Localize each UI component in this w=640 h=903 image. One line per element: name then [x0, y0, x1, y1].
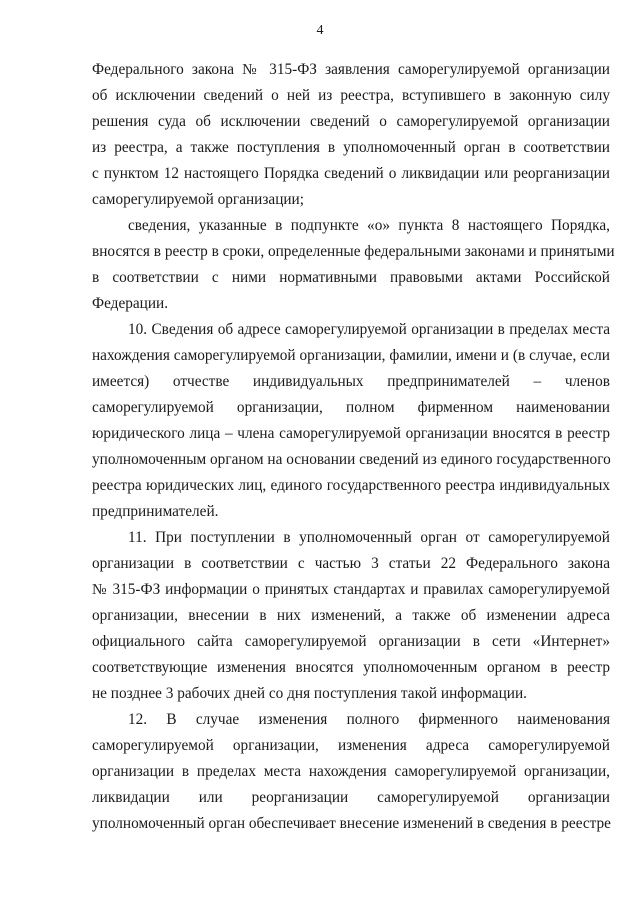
text-line: 10. Сведения об адресе саморегулируемой организации в пределах места [128, 321, 610, 338]
text-line: с пунктом 12 настоящего Порядка сведений о ликвидации или реорганизации [92, 165, 610, 182]
text-line: в соответствии с ними нормативными правовыми актами Российской [92, 269, 610, 286]
text-line: не позднее 3 рабочих дней со дня поступления такой информации. [92, 685, 527, 702]
text-line: уполномоченным органом на основании сведений из единого государственного [92, 451, 611, 468]
text-line: юридического лица – члена саморегулируемой организации вносятся в реестр [92, 425, 610, 442]
paragraph [92, 707, 610, 837]
paragraph [92, 57, 610, 213]
text-line: сведения, указанные в подпункте «о» пункта 8 настоящего Порядка, [128, 217, 610, 234]
text-line: Федерации. [92, 295, 169, 312]
text-line: соответствующие изменения вносятся уполномоченным органом в реестр [92, 659, 610, 676]
text-line: саморегулируемой организации, изменения адреса саморегулируемой [92, 737, 610, 754]
text-line: 12. В случае изменения полного фирменного наименования [128, 711, 610, 728]
text-line: из реестра, а также поступления в уполномоченный орган в соответствии [92, 139, 610, 156]
text-line: саморегулируемой организации; [92, 191, 304, 208]
text-line: нахождения саморегулируемой организации, фамилии, имени и (в случае, если [92, 347, 610, 364]
text-line: организации в соответствии с частью 3 статьи 22 Федерального закона [92, 555, 610, 572]
paragraph [92, 317, 610, 525]
text-line: организации, внесении в них изменений, а также об изменении адреса [92, 607, 610, 624]
text-line: уполномоченный орган обеспечивает внесение изменений в сведения в реестре [92, 815, 611, 832]
paragraph [92, 213, 615, 317]
text-line: решения суда об исключении сведений о саморегулируемой организации [92, 113, 610, 130]
text-line: Федерального закона № 315-ФЗ заявления саморегулируемой организации [92, 61, 610, 78]
text-line: имеется) отчестве индивидуальных предпринимателей – членов [92, 373, 610, 390]
text-line: ликвидации или реорганизации саморегулируемой организации [92, 789, 610, 806]
paragraph [92, 525, 610, 707]
text-line: официального сайта саморегулируемой организации в сети «Интернет» [92, 633, 610, 650]
text-line: № 315-ФЗ информации о принятых стандартах и правилах саморегулируемой [92, 581, 610, 598]
text-line: вносятся в реестр в сроки, определенные федеральными законами и принятыми [92, 243, 615, 260]
text-line: предпринимателей. [92, 503, 219, 520]
text-line: реестра юридических лиц, единого государственного реестра индивидуальных [92, 477, 610, 494]
document-body [92, 57, 615, 837]
text-line: 11. При поступлении в уполномоченный орган от саморегулируемой [128, 529, 610, 546]
page-number: 4 [316, 23, 324, 38]
text-line: саморегулируемой организации, полном фирменном наименовании [92, 399, 610, 416]
text-line: об исключении сведений о ней из реестра, вступившего в законную силу [92, 87, 610, 104]
text-line: организации в пределах места нахождения саморегулируемой организации, [92, 763, 610, 780]
